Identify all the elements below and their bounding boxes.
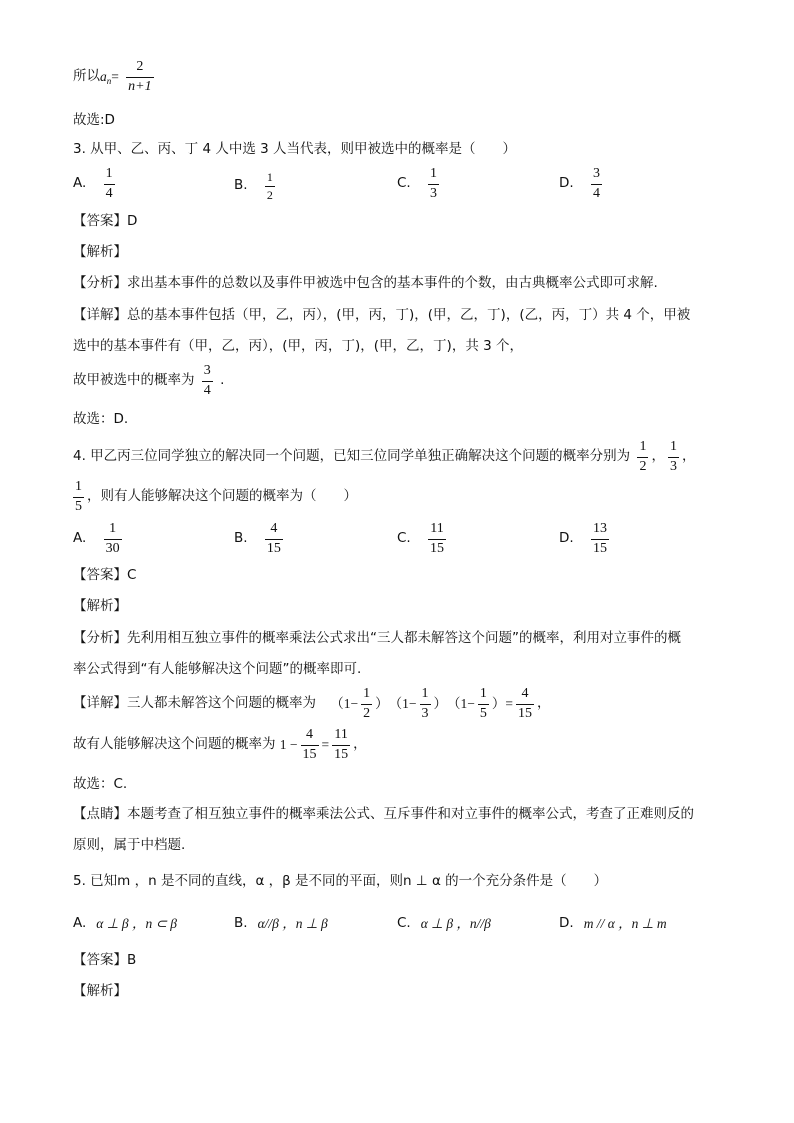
q4-option-c: C. $\frac{11}{15}$ [397, 521, 445, 556]
intro-eq: = [111, 69, 119, 85]
q3-option-b: B. $\frac{1}{2}$ [234, 170, 273, 202]
q4-p3: $\frac{1}{5}$ [75, 479, 82, 514]
intro-sub: n [106, 76, 112, 87]
q4-p2: $\frac{1}{3}$ [669, 439, 677, 474]
q5-answer: 【答案】B [73, 952, 137, 968]
intro-fraction [126, 60, 153, 94]
q5-stem: 5. 已知m ，n 是不同的直线，α ，β 是不同的平面，则n ⊥ α 的一个充分条件是（ ） [73, 873, 608, 889]
q4-stem-line1: 4. 甲乙丙三位同学独立的解决同一个问题，已知三位同学单独正确解决这个问题的概率分别为 $\frac{1}{2}$ ， $\frac{1}{3}$ ， [73, 439, 696, 474]
q3-detail-1: 【详解】总的基本事件包括（甲，乙，丙），(甲，丙，丁)，(甲，乙，丁)，(乙，丙，丁）共 4 个，甲被 [73, 307, 691, 323]
q4-dianjing-2: 原则，属于中档题. [73, 837, 186, 853]
q3-detail-3: 故甲被选中的概率为 $\frac{3}{4}$ . [73, 363, 225, 398]
q5-option-d: D. m // α ，n ⊥ m [559, 915, 667, 932]
q4-stem-line2: $\frac{1}{5}$ ，则有人能够解决这个问题的概率为（ ） [75, 479, 357, 514]
q3-option-c: C. $\frac{1}{3}$ [397, 166, 438, 201]
q4-answer: 【答案】C [73, 567, 137, 583]
q4-choice: 故选：C. [73, 776, 128, 792]
intro-prefix: 所以 [73, 68, 100, 85]
q4-detail-2: 故有人能够解决这个问题的概率为 1 − $\frac{4}{15}$ = $\frac{11}{15}$ ， [73, 727, 367, 762]
q3-fenxi: 【分析】求出基本事件的总数以及事件甲被选中包含的基本事件的个数，由古典概率公式即可求解. [73, 275, 658, 291]
q3-choice: 故选：D. [73, 411, 129, 427]
q5-analysis-tag: 【解析】 [73, 983, 127, 999]
q4-detail-1: 【详解】三人都未解答这个问题的概率为 （1− $\frac{1}{2}$ ）（1− $\frac{1}{3}$ ）（1− $\frac{1}{5}$ ）= $\frac{4}{15}$ ， [73, 686, 551, 721]
q3-option-a: A. $\frac{1}{4}$ [73, 166, 113, 201]
q4-fenxi-1: 【分析】先利用相互独立事件的概率乘法公式求出“三人都未解答这个问题”的概率，利用对立事件的概 [73, 630, 681, 646]
intro-a: a [100, 69, 107, 85]
q5-option-c: C. α ⊥ β ，n//β [397, 915, 491, 932]
q3-detail-2: 选中的基本事件有（甲，乙，丙），(甲，丙，丁)，(甲，乙，丁)，共 3 个， [73, 338, 523, 354]
q3-stem: 3. 从甲、乙、丙、丁 4 人中选 3 人当代表，则甲被选中的概率是（ ） [73, 141, 517, 157]
q3-detail-fraction: $\frac{3}{4}$ [203, 363, 211, 398]
q3-answer: 【答案】D [73, 213, 138, 229]
intro-choice: 故选:D [73, 112, 115, 128]
intro-formula [73, 60, 157, 94]
intro-num: 2 [136, 59, 144, 74]
q4-option-a: A. $\frac{1}{30}$ [73, 521, 120, 556]
q3-option-d: D. $\frac{3}{4}$ [559, 166, 600, 201]
q3-analysis-tag: 【解析】 [73, 244, 127, 260]
q4-option-b: B. $\frac{4}{15}$ [234, 521, 281, 556]
q4-fenxi-2: 率公式得到“有人能够解决这个问题”的概率即可. [73, 661, 362, 677]
intro-den: n+1 [128, 78, 152, 94]
q5-option-a: A. α ⊥ β ，n ⊂ β [73, 915, 178, 932]
q4-option-d: D. $\frac{13}{15}$ [559, 521, 607, 556]
q4-dianjing-1: 【点睛】本题考查了相互独立事件的概率乘法公式、互斥事件和对立事件的概率公式，考查了正难则反的 [73, 806, 694, 822]
q4-analysis-tag: 【解析】 [73, 598, 127, 614]
q4-p1: $\frac{1}{2}$ [639, 439, 647, 474]
q5-option-b: B. α//β ，n ⊥ β [234, 915, 328, 932]
